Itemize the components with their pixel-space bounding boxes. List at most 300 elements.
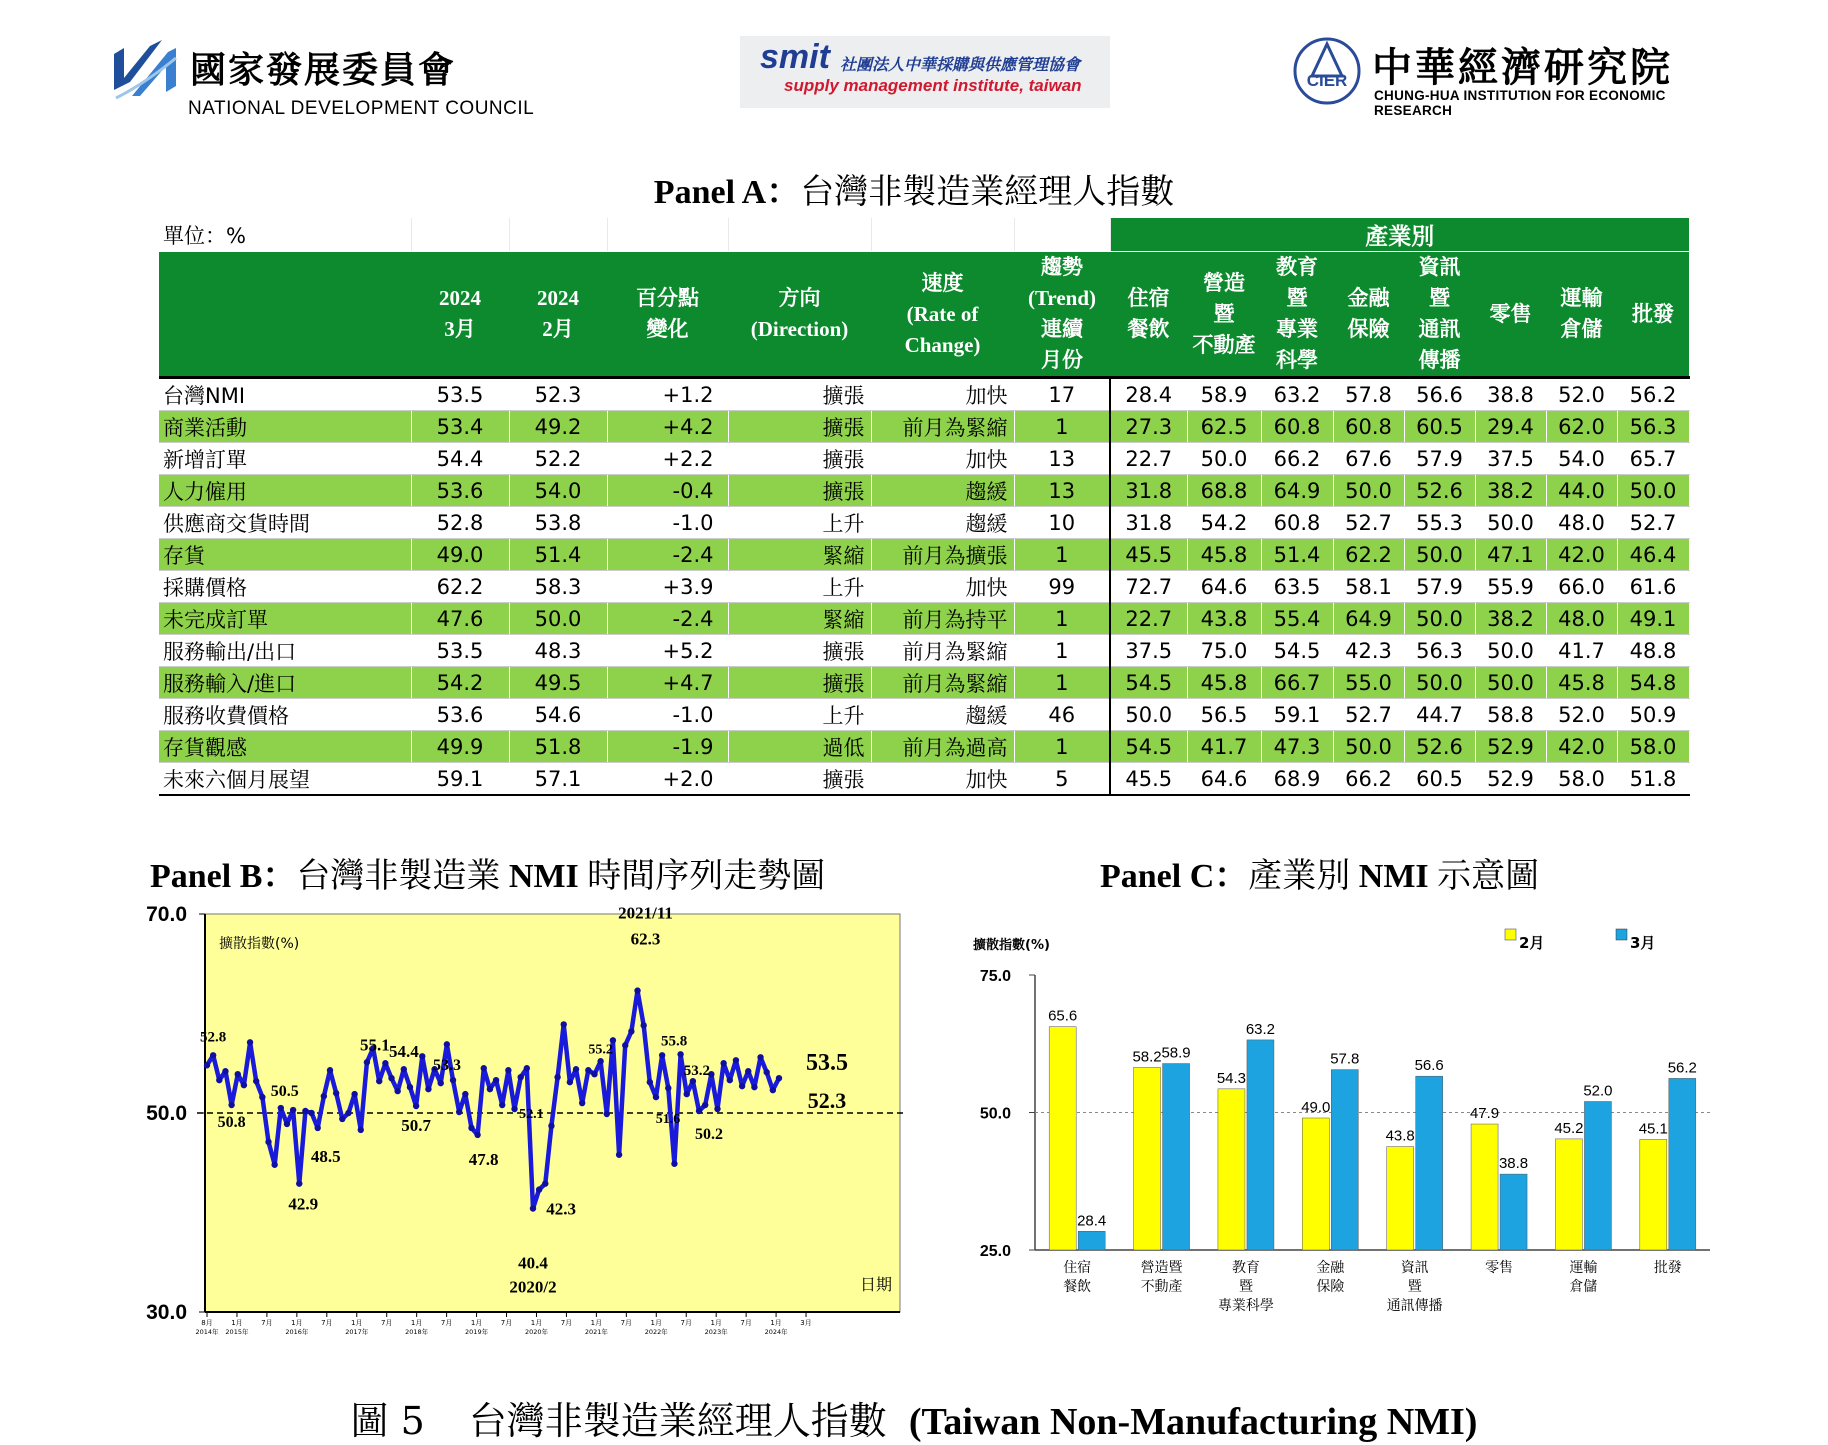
table-cell: 42.0 <box>1546 539 1617 571</box>
data-point <box>714 1106 720 1112</box>
column-header <box>871 252 1014 378</box>
data-point <box>524 1065 530 1071</box>
table-cell: 42.0 <box>1546 731 1617 763</box>
category-label: 餐飲 <box>1063 1279 1092 1295</box>
data-point <box>727 1077 733 1083</box>
table-cell: 51.8 <box>1617 763 1689 796</box>
ndc-english-name: NATIONAL DEVELOPMENT COUNCIL <box>188 98 535 119</box>
smit-wordmark: smit <box>760 38 830 76</box>
data-point <box>487 1086 493 1092</box>
panel-a-prefix: Panel A： <box>653 174 801 211</box>
data-annotation: 47.8 <box>468 1149 499 1169</box>
x-tick-year: 2017年 <box>345 1328 369 1336</box>
data-point <box>401 1066 407 1072</box>
data-point <box>499 1102 505 1108</box>
bar <box>1387 1147 1414 1250</box>
table-cell: 68.9 <box>1261 763 1333 796</box>
figure-english-title: (Taiwan Non-Manufacturing NMI) <box>908 1401 1478 1443</box>
column-header <box>1333 252 1404 378</box>
panel-b-title-en: NMI <box>500 858 588 895</box>
table-row <box>159 603 1689 635</box>
x-tick-year: 2018年 <box>405 1328 429 1336</box>
ndc-emblem-icon <box>110 38 180 102</box>
table-cell: 54.2 <box>411 667 509 699</box>
column-header-line: 趨勢 <box>1041 255 1083 279</box>
table-row <box>159 699 1689 731</box>
x-tick-year: 2024年 <box>764 1328 788 1336</box>
figure-number: 圖 5 <box>350 1399 425 1443</box>
figure-caption <box>0 1390 1828 1445</box>
x-tick-month: 7月 <box>680 1319 692 1327</box>
x-tick-year: 2014年 <box>195 1328 219 1336</box>
column-header-line: 住宿 <box>1127 286 1170 310</box>
column-header-line: 暨 <box>1286 286 1308 310</box>
column-header-line: 保險 <box>1347 317 1390 341</box>
table-cell: 52.7 <box>1617 507 1689 539</box>
table-cell: 60.8 <box>1261 411 1333 443</box>
data-point <box>462 1091 468 1097</box>
table-row <box>159 378 1689 411</box>
table-cell: 45.8 <box>1187 539 1261 571</box>
table-cell: 56.2 <box>1617 378 1689 411</box>
table-cell: 37.5 <box>1110 635 1187 667</box>
table-cell: 66.7 <box>1261 667 1333 699</box>
table-cell: -1.9 <box>607 731 728 763</box>
category-label: 暨 <box>1238 1279 1253 1295</box>
panel-c-prefix: Panel C： <box>1100 858 1249 895</box>
data-annotation: 52.1 <box>519 1106 544 1122</box>
table-cell: -0.4 <box>607 475 728 507</box>
column-header-line: 資訊 <box>1418 255 1461 279</box>
data-point <box>321 1093 327 1099</box>
table-cell: 46 <box>1014 699 1110 731</box>
row-label: 採購價格 <box>159 571 411 603</box>
data-point <box>536 1186 542 1192</box>
table-cell: 54.2 <box>1187 507 1261 539</box>
data-point <box>481 1065 487 1071</box>
table-cell: 上升 <box>728 571 871 603</box>
table-cell: 擴張 <box>728 378 871 411</box>
data-point <box>548 1123 554 1129</box>
blank-cell <box>411 218 509 252</box>
column-header <box>1187 252 1261 378</box>
table-cell: 29.4 <box>1475 411 1546 443</box>
table-cell: 過低 <box>728 731 871 763</box>
data-point <box>308 1110 314 1116</box>
bar-value-label: 63.2 <box>1245 1020 1276 1038</box>
table-cell: +2.2 <box>607 443 728 475</box>
table-cell: 67.6 <box>1333 443 1404 475</box>
blank-cell <box>728 218 871 252</box>
ndc-logo <box>110 34 580 124</box>
panel-c-title-en: NMI <box>1350 858 1438 895</box>
column-header <box>1014 252 1110 378</box>
data-point <box>265 1139 271 1145</box>
column-header <box>1617 252 1689 378</box>
data-point <box>284 1121 290 1127</box>
legend-swatch <box>1616 929 1627 940</box>
table-cell: 擴張 <box>728 411 871 443</box>
category-label: 金融 <box>1316 1260 1345 1276</box>
table-cell: 1 <box>1014 667 1110 699</box>
table-cell: 52.2 <box>509 443 607 475</box>
data-annotation: 53.3 <box>433 1057 462 1075</box>
table-cell: 上升 <box>728 699 871 731</box>
bar <box>1669 1078 1696 1250</box>
data-annotation: 55.8 <box>661 1033 688 1050</box>
blank-cell <box>607 218 728 252</box>
bar <box>1049 1027 1076 1250</box>
data-annotation: 50.2 <box>695 1126 724 1144</box>
column-header-line: 科學 <box>1276 348 1318 372</box>
panel-b-title-cn1: 台灣非製造業 <box>296 856 501 896</box>
table-cell: 53.8 <box>509 507 607 539</box>
data-point <box>468 1125 474 1131</box>
panel-c-title-cn2: 示意圖 <box>1437 856 1540 896</box>
table-cell: 28.4 <box>1110 378 1187 411</box>
x-tick-month: 7月 <box>261 1319 273 1327</box>
x-tick-month: 1月 <box>470 1319 483 1327</box>
x-tick-year: 2016年 <box>285 1328 309 1336</box>
data-point <box>776 1075 782 1081</box>
table-cell: 45.8 <box>1546 667 1617 699</box>
row-label: 未來六個月展望 <box>159 763 411 796</box>
column-header-line: 2024 <box>439 286 481 310</box>
table-cell: 57.9 <box>1404 571 1475 603</box>
table-cell: 60.8 <box>1261 507 1333 539</box>
data-point <box>505 1067 511 1073</box>
column-header-line: 連續 <box>1041 317 1083 341</box>
data-point <box>438 1080 444 1086</box>
table-cell: 擴張 <box>728 667 871 699</box>
table-row <box>159 507 1689 539</box>
data-point <box>296 1180 302 1186</box>
data-point <box>493 1077 499 1083</box>
table-cell: 53.5 <box>411 635 509 667</box>
x-tick-month: 7月 <box>620 1319 633 1327</box>
table-row <box>159 475 1689 507</box>
x-tick-year: 2023年 <box>704 1328 728 1336</box>
bar-value-label: 49.0 <box>1301 1099 1331 1116</box>
table-cell: 57.1 <box>509 763 607 796</box>
column-header-line: 不動產 <box>1192 332 1256 357</box>
data-annotation: 42.3 <box>546 1199 577 1219</box>
smit-logo <box>740 36 1110 108</box>
table-cell: 57.8 <box>1333 378 1404 411</box>
data-annotation: 48.5 <box>310 1146 341 1166</box>
data-point <box>259 1094 265 1100</box>
table-cell: 54.5 <box>1110 731 1187 763</box>
data-point <box>253 1078 259 1084</box>
table-cell: 48.0 <box>1546 603 1617 635</box>
table-row <box>159 667 1689 699</box>
data-point <box>327 1067 333 1073</box>
nmi-table <box>159 218 1690 796</box>
table-cell: 58.0 <box>1617 731 1689 763</box>
column-header-line: 2月 <box>542 317 574 341</box>
table-cell: 31.8 <box>1110 475 1187 507</box>
table-cell: 54.0 <box>509 475 607 507</box>
table-cell: 38.8 <box>1475 378 1546 411</box>
table-cell: 55.4 <box>1261 603 1333 635</box>
column-header <box>1110 252 1187 378</box>
bar <box>1078 1231 1105 1250</box>
table-cell: 52.7 <box>1333 699 1404 731</box>
unit-label: 單位：% <box>159 218 411 252</box>
y-tick-label: 50.0 <box>979 1105 1011 1123</box>
data-point <box>517 1074 523 1080</box>
x-tick-month: 1月 <box>590 1319 603 1327</box>
bar-value-label: 56.2 <box>1667 1059 1697 1077</box>
y-tick-label: 75.0 <box>979 968 1011 985</box>
bar-value-label: 57.8 <box>1330 1050 1360 1068</box>
data-annotation: 54.4 <box>388 1042 419 1062</box>
table-unit-row <box>159 218 1689 252</box>
table-cell: 63.5 <box>1261 571 1333 603</box>
x-tick-month: 7月 <box>500 1319 513 1327</box>
table-cell: 55.3 <box>1404 507 1475 539</box>
data-point <box>604 1111 610 1117</box>
bar <box>1331 1070 1358 1250</box>
table-cell: 37.5 <box>1475 443 1546 475</box>
table-cell: 45.8 <box>1187 667 1261 699</box>
industry-header: 產業別 <box>1110 218 1689 252</box>
legend-label: 2月 <box>1519 934 1545 952</box>
legend-label: 3月 <box>1630 934 1656 952</box>
row-label: 服務輸出/出口 <box>159 635 411 667</box>
data-point <box>407 1084 413 1090</box>
column-header-line: 方向 <box>778 286 821 310</box>
row-label: 存貨 <box>159 539 411 571</box>
x-tick-month: 1月 <box>710 1319 722 1327</box>
row-label: 人力僱用 <box>159 475 411 507</box>
data-point <box>659 1052 665 1058</box>
column-header-line: (Trend) <box>1027 286 1097 310</box>
row-label: 商業活動 <box>159 411 411 443</box>
table-cell: 1 <box>1014 635 1110 667</box>
table-cell: 前月為持平 <box>871 603 1014 635</box>
y-tick-label: 70.0 <box>146 903 187 926</box>
bar-value-label: 45.2 <box>1554 1119 1584 1137</box>
table-cell: 45.5 <box>1110 763 1187 796</box>
x-tick-year: 2019年 <box>465 1328 489 1336</box>
table-cell: 53.6 <box>411 699 509 731</box>
column-header-line: (Direction) <box>750 317 849 341</box>
data-point <box>677 1051 683 1057</box>
table-cell: 58.8 <box>1475 699 1546 731</box>
table-cell: 緊縮 <box>728 603 871 635</box>
data-point <box>333 1090 339 1096</box>
category-label: 不動產 <box>1140 1279 1183 1295</box>
table-cell: -1.0 <box>607 507 728 539</box>
data-point <box>450 1077 456 1083</box>
table-cell: 51.4 <box>1261 539 1333 571</box>
table-cell: 50.0 <box>1475 667 1546 699</box>
table-cell: 50.0 <box>509 603 607 635</box>
category-label: 零售 <box>1485 1260 1514 1276</box>
column-header-line: 批發 <box>1632 301 1674 326</box>
table-cell: 1 <box>1014 411 1110 443</box>
bar <box>1640 1139 1667 1250</box>
blank-cell <box>509 218 607 252</box>
panel-b-title <box>150 848 825 897</box>
data-point <box>745 1068 751 1074</box>
column-header-line: Change) <box>904 332 981 357</box>
data-point <box>554 1074 560 1080</box>
data-annotation: 42.9 <box>288 1194 319 1214</box>
row-label: 新增訂單 <box>159 443 411 475</box>
blank-cell <box>871 218 1014 252</box>
table-cell: 31.8 <box>1110 507 1187 539</box>
table-cell: 50.0 <box>1333 475 1404 507</box>
table-cell: +3.9 <box>607 571 728 603</box>
column-header-line: 月份 <box>1041 348 1083 372</box>
table-cell: 前月為擴張 <box>871 539 1014 571</box>
table-cell: 50.0 <box>1404 539 1475 571</box>
x-tick-month: 7月 <box>560 1319 573 1327</box>
data-annotation: 40.4 <box>518 1253 548 1273</box>
data-point <box>763 1069 769 1075</box>
data-point <box>561 1021 567 1027</box>
table-cell: 60.8 <box>1333 411 1404 443</box>
table-cell: 66.2 <box>1261 443 1333 475</box>
data-point <box>622 1042 628 1048</box>
figure-title: 台灣非製造業經理人指數 <box>468 1399 887 1443</box>
table-cell: 99 <box>1014 571 1110 603</box>
table-cell: 54.4 <box>411 443 509 475</box>
column-header-line: 專業 <box>1276 317 1318 341</box>
table-cell: +2.0 <box>607 763 728 796</box>
table-cell: 62.0 <box>1546 411 1617 443</box>
column-header-line: 速度 <box>921 270 964 295</box>
data-point <box>364 1059 370 1065</box>
table-cell: 上升 <box>728 507 871 539</box>
data-annotation: 62.3 <box>630 929 661 949</box>
table-cell: 52.0 <box>1546 699 1617 731</box>
table-cell: 前月為過高 <box>871 731 1014 763</box>
data-point <box>216 1077 222 1083</box>
table-body <box>159 378 1689 796</box>
table-cell: 54.0 <box>1546 443 1617 475</box>
table-cell: 52.9 <box>1475 731 1546 763</box>
table-cell: 22.7 <box>1110 603 1187 635</box>
row-label: 存貨觀感 <box>159 731 411 763</box>
x-tick-month: 7月 <box>380 1319 393 1327</box>
x-tick-month: 1月 <box>530 1319 543 1327</box>
data-point <box>647 1079 653 1085</box>
table-cell: 58.3 <box>509 571 607 603</box>
bar-value-label: 58.2 <box>1132 1048 1162 1066</box>
table-row <box>159 731 1689 763</box>
table-cell: 55.9 <box>1475 571 1546 603</box>
category-label: 教育 <box>1231 1260 1260 1276</box>
table-cell: 53.5 <box>411 378 509 411</box>
column-header <box>728 252 871 378</box>
table-cell: 58.9 <box>1187 378 1261 411</box>
data-annotation: 53.5 <box>806 1050 848 1077</box>
table-cell: 48.0 <box>1546 507 1617 539</box>
table-cell: 52.0 <box>1546 378 1617 411</box>
data-annotation: 55.2 <box>588 1042 613 1058</box>
bar-value-label: 28.4 <box>1077 1212 1107 1230</box>
bar-value-label: 65.6 <box>1048 1007 1078 1025</box>
table-cell: 前月為緊縮 <box>871 635 1014 667</box>
table-cell: 38.2 <box>1475 475 1546 507</box>
table-cell: 1 <box>1014 539 1110 571</box>
category-label: 運輸 <box>1569 1260 1598 1276</box>
y-tick-label: 30.0 <box>146 1301 187 1324</box>
table-cell: 49.0 <box>411 539 509 571</box>
table-cell: 前月為緊縮 <box>871 411 1014 443</box>
row-label: 台灣NMI <box>159 378 411 411</box>
x-axis-label: 日期 <box>860 1275 893 1294</box>
bar-value-label: 54.3 <box>1216 1069 1247 1087</box>
x-tick-year: 2021年 <box>584 1328 608 1336</box>
table-cell: 75.0 <box>1187 635 1261 667</box>
bar-value-label: 56.6 <box>1414 1057 1444 1075</box>
data-annotation: 2021/11 <box>618 903 673 923</box>
data-point <box>247 1039 253 1045</box>
data-point <box>302 1108 308 1114</box>
panel-b-title-cn2: 時間序列走勢圖 <box>587 856 826 896</box>
smit-chinese-name: 社團法人中華採購與供應管理協會 <box>840 55 1081 74</box>
table-cell: 55.0 <box>1333 667 1404 699</box>
bar-value-label: 47.9 <box>1469 1105 1500 1123</box>
data-point <box>228 1102 234 1108</box>
data-point <box>751 1084 757 1090</box>
table-cell: 48.8 <box>1617 635 1689 667</box>
table-cell: 52.7 <box>1333 507 1404 539</box>
x-tick-year: 2020年 <box>524 1328 548 1336</box>
data-point <box>671 1161 677 1167</box>
category-label: 專業科學 <box>1217 1298 1274 1314</box>
y-axis-label: 擴散指數(%) <box>973 938 1050 953</box>
data-point <box>388 1075 394 1081</box>
table-cell: 42.3 <box>1333 635 1404 667</box>
table-cell: 52.9 <box>1475 763 1546 796</box>
table-cell: -2.4 <box>607 603 728 635</box>
column-header-line: 倉儲 <box>1560 317 1603 341</box>
legend-swatch <box>1505 929 1516 940</box>
data-point <box>456 1109 462 1115</box>
data-point <box>271 1162 277 1168</box>
data-point <box>702 1102 708 1108</box>
table-cell: 擴張 <box>728 475 871 507</box>
x-tick-month: 8月 <box>201 1319 213 1327</box>
table-cell: +5.2 <box>607 635 728 667</box>
data-annotation: 53.2 <box>683 1063 711 1080</box>
table-cell: 10 <box>1014 507 1110 539</box>
table-cell: 66.0 <box>1546 571 1617 603</box>
table-row <box>159 411 1689 443</box>
table-cell: 趨緩 <box>871 475 1014 507</box>
data-point <box>640 1022 646 1028</box>
table-cell: 56.3 <box>1404 635 1475 667</box>
data-point <box>204 1062 210 1068</box>
column-header <box>1546 252 1617 378</box>
x-tick-month: 1月 <box>770 1319 782 1327</box>
table-cell: 56.3 <box>1617 411 1689 443</box>
table-cell: 48.3 <box>509 635 607 667</box>
column-header-line: (Rate of <box>906 301 979 326</box>
data-point <box>290 1107 296 1113</box>
table-cell: 64.6 <box>1187 571 1261 603</box>
column-header-line: 3月 <box>444 317 476 341</box>
table-cell: 38.2 <box>1475 603 1546 635</box>
column-header-line: 通訊 <box>1418 317 1461 341</box>
table-cell: 擴張 <box>728 635 871 667</box>
table-cell: 趨緩 <box>871 699 1014 731</box>
